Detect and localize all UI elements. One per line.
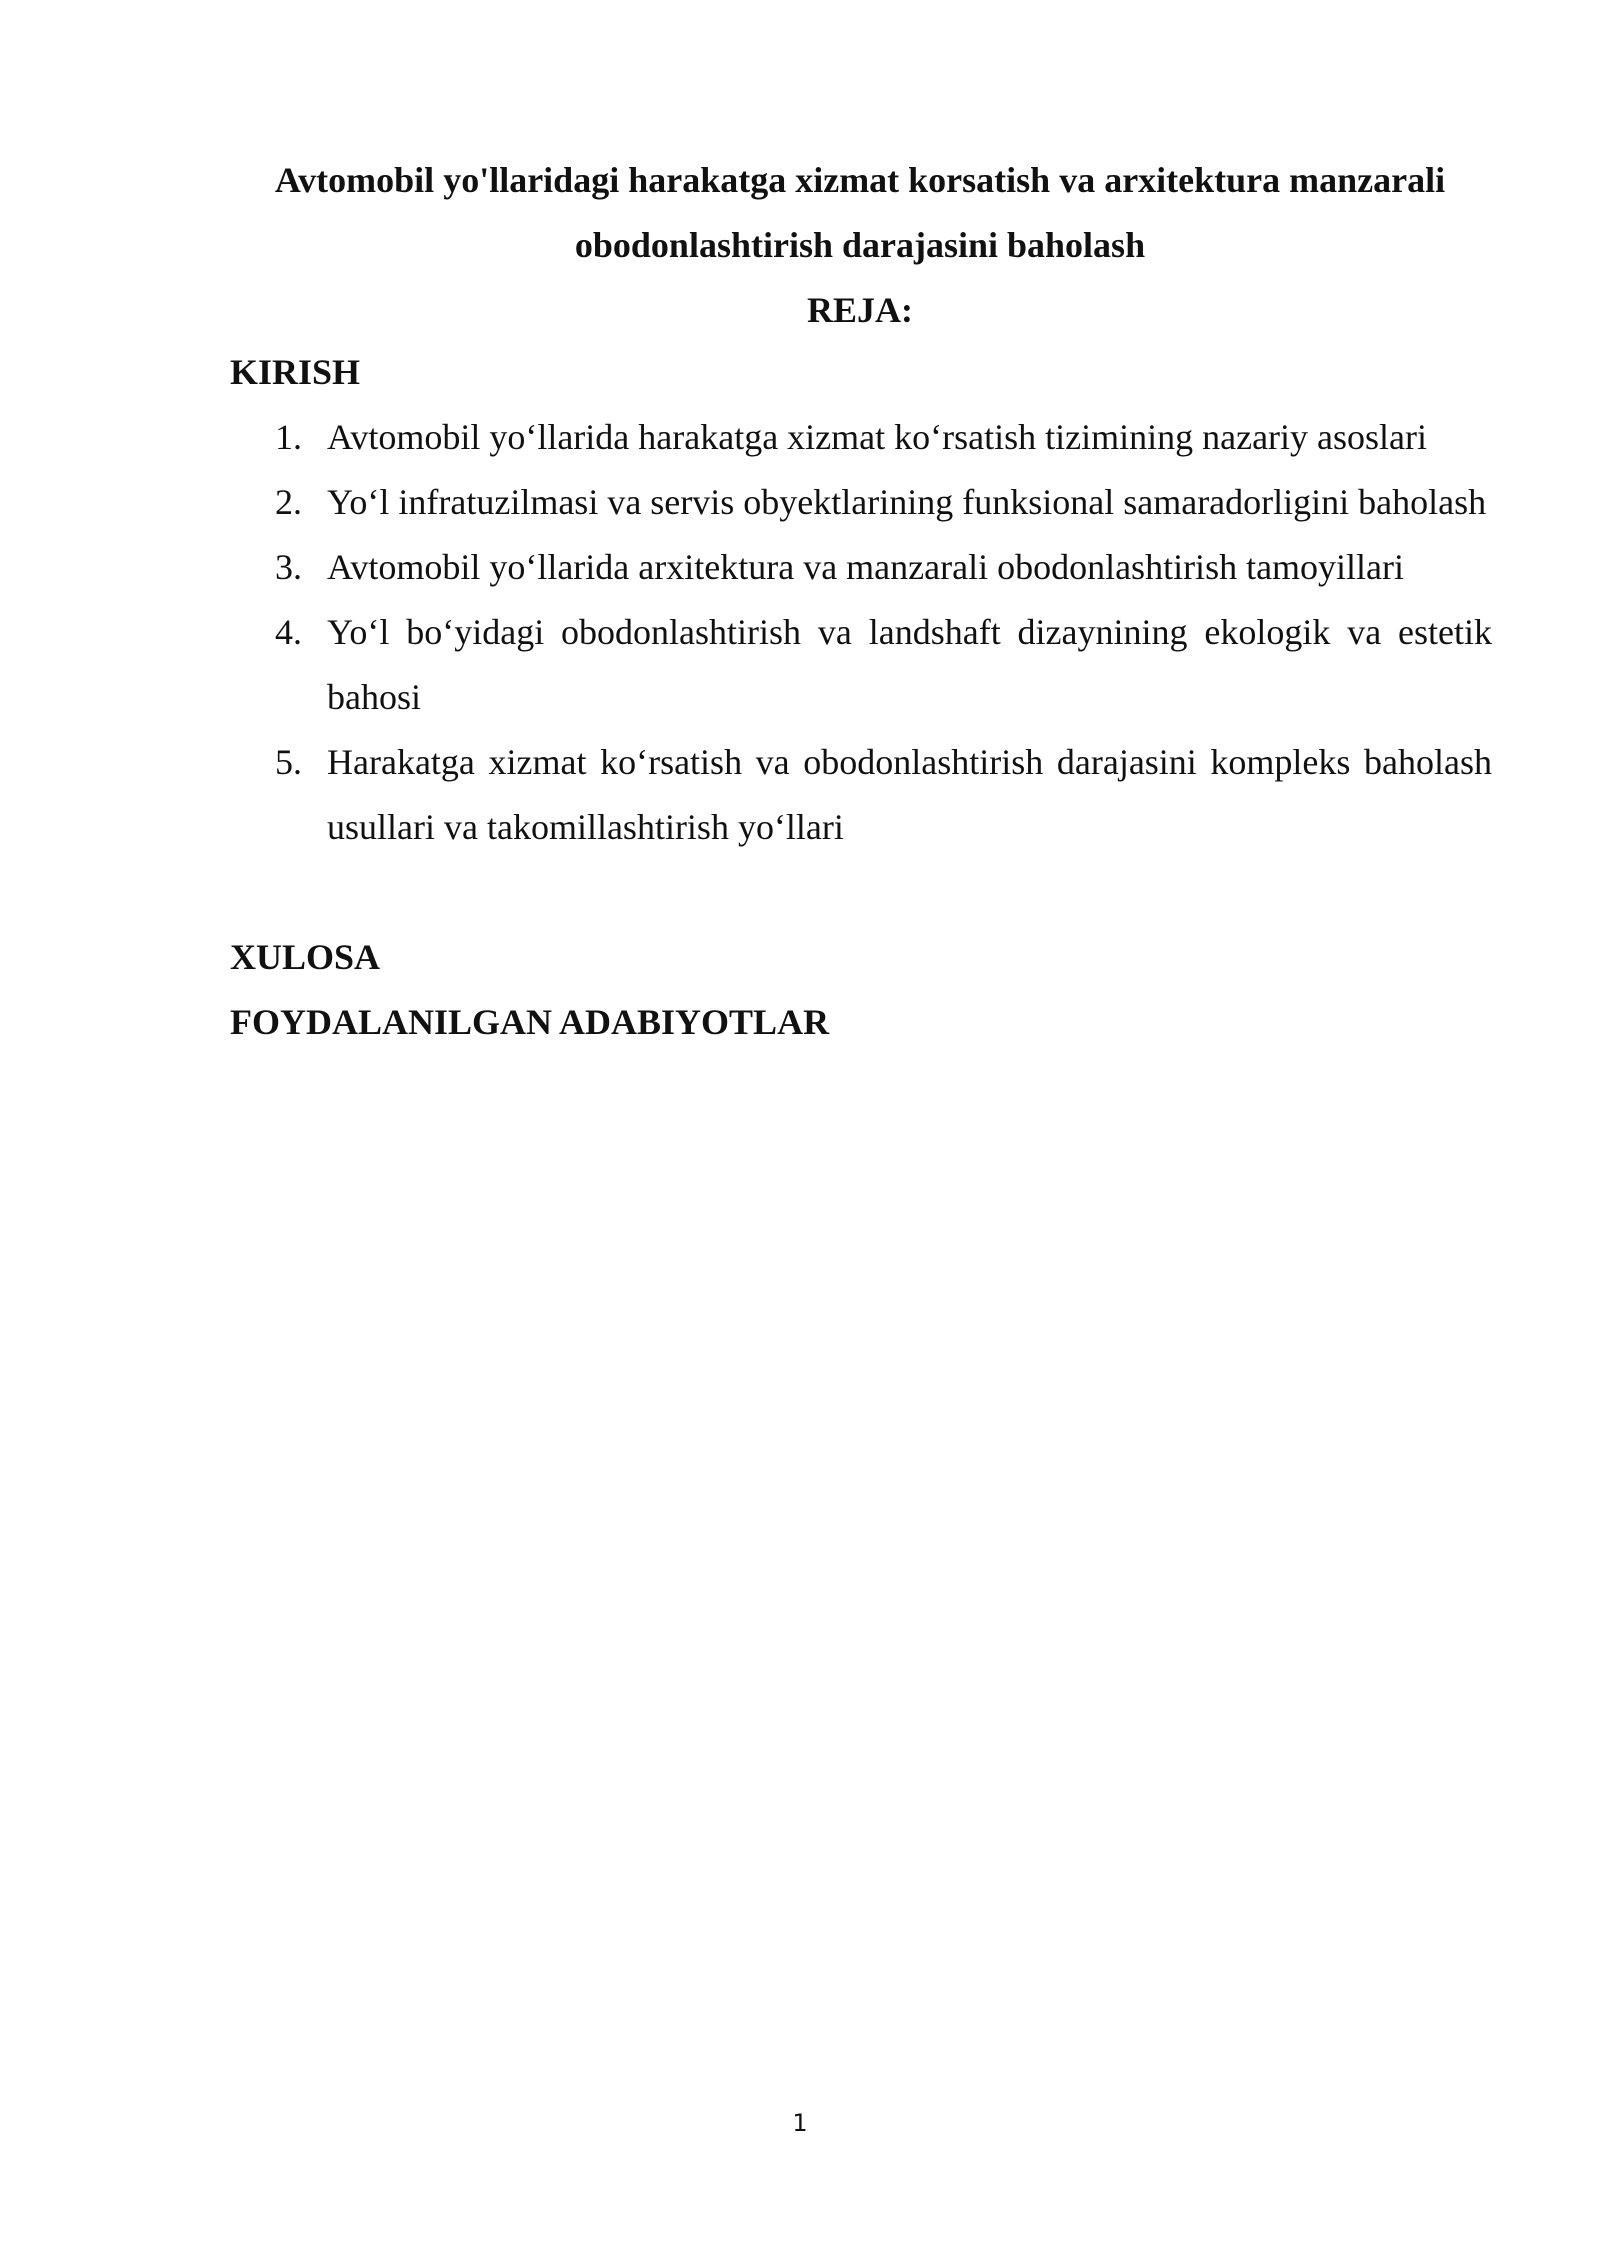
plan-item-2 [230,470,1492,535]
plan-item-number: 5. [275,742,302,782]
plan-item-1 [230,405,1492,470]
page-number: 1 [792,2109,808,2137]
plan-item-number: 1. [275,417,302,457]
plan-item-3 [230,535,1492,600]
section-intro: KIRISH [230,352,361,392]
plan-item-number: 4. [275,612,302,652]
plan-item-4 [230,600,1492,730]
plan-item-text: Avtomobil yo‘llarida arxitektura va manzarali obodonlashtirish tamoyillari [327,547,1405,587]
plan-item-text: Yo‘l bo‘yidagi obodonlashtirish va landshaft dizaynining ekologik va estetik bahosi [327,612,1492,717]
plan-item-text: Yo‘l infratuzilmasi va servis obyektlarining funksional samaradorligini baholash [327,482,1487,522]
section-conclusion: XULOSA [230,937,381,977]
plan-item-number: 3. [275,547,302,587]
plan-item-number: 2. [275,482,302,522]
plan-item-text: Harakatga xizmat ko‘rsatish va obodonlashtirish darajasini kompleks baholash usullari va takomillashtirish yo‘llari [327,742,1492,847]
plan-list [230,405,1492,860]
plan-heading: REJA: [807,290,913,330]
document-title: Avtomobil yo'llaridagi harakatga xizmat korsatish va arxitektura manzarali obodonlashtirish darajasini baholash [274,160,1446,265]
section-references: FOYDALANILGAN ADABIYOTLAR [230,1002,830,1042]
plan-item-5 [230,730,1492,860]
plan-item-text: Avtomobil yo‘llarida harakatga xizmat ko‘rsatish tizimining nazariy asoslari [327,417,1428,457]
